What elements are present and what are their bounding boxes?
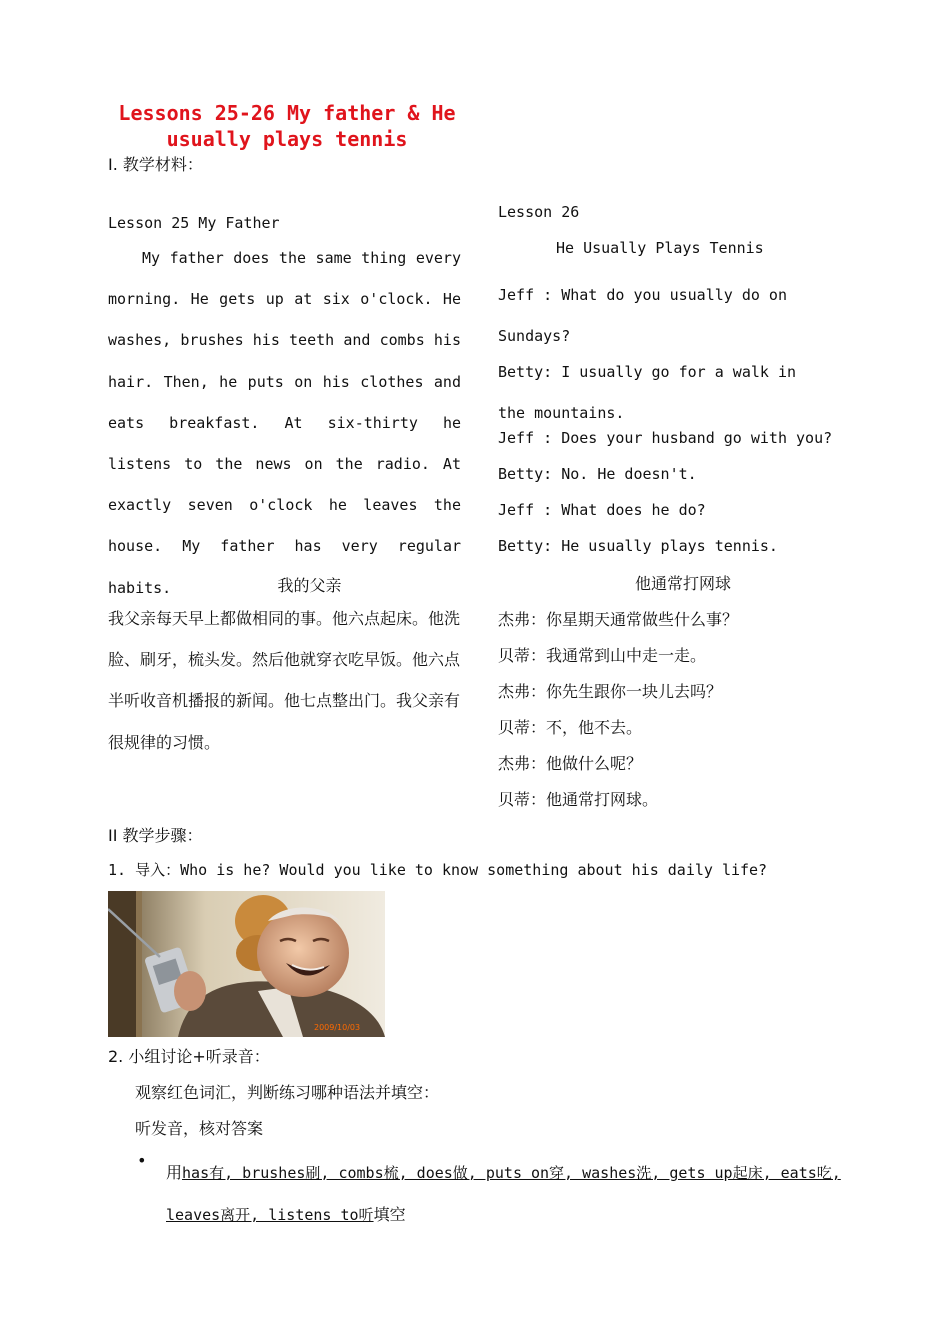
cn-dialog-line: 贝蒂：不，他不去。 — [498, 718, 643, 737]
vocab-list-2: leaves离开, listens to听 — [166, 1206, 374, 1224]
title-line-1: Lessons 25-26 My father & He — [118, 101, 456, 125]
lesson25-cn-title: 我的父亲 — [277, 576, 342, 595]
step-1-intro: 1. 导入：Who is he? Would you like to know something about his daily life? — [108, 861, 768, 879]
bullet-dot-icon: • — [137, 1151, 147, 1170]
cn-dialog-line: 杰弗：他做什么呢？ — [498, 754, 643, 773]
bullet-prefix: 用 — [166, 1163, 183, 1182]
dialog-line: Betty: He usually plays tennis. — [498, 537, 778, 555]
vocab-bullet — [166, 1152, 866, 1236]
step-2-instruction: 观察红色词汇，判断练习哪种语法并填空： — [135, 1083, 440, 1102]
cn-dialog-line: 贝蒂：我通常到山中走一走。 — [498, 646, 707, 665]
lesson26-subtitle: He Usually Plays Tennis — [556, 239, 764, 257]
dialog-line: Jeff : What do you usually do on Sundays? — [498, 286, 787, 345]
step-2-heading: 2. 小组讨论+听录音： — [108, 1047, 270, 1066]
elderly-man-photo — [108, 891, 385, 1037]
photo-illustration — [108, 891, 385, 1037]
section-1-heading: I. 教学材料： — [108, 155, 203, 174]
lesson26-cn-title: 他通常打网球 — [634, 574, 731, 593]
bullet-suffix: 填空 — [373, 1205, 406, 1224]
lesson26-heading: Lesson 26 — [498, 203, 580, 221]
dialog-line: Jeff : Does your husband go with you? — [498, 429, 833, 447]
section-2-heading: II 教学步骤： — [108, 826, 203, 845]
photo-date-stamp: 2009/10/03 — [314, 1023, 361, 1032]
vocab-list-1: has有, brushes刷, combs梳, does做, puts on穿, washes洗, gets up起床, eats吃, — [182, 1164, 841, 1182]
cn-dialog-line: 贝蒂：他通常打网球。 — [498, 790, 659, 809]
dialog-line: Betty: No. He doesn't. — [498, 465, 697, 483]
cn-dialog-line: 杰弗：你星期天通常做些什么事？ — [498, 610, 739, 629]
cn-dialog-line: 杰弗：你先生跟你一块儿去吗？ — [498, 682, 723, 701]
title-line-2: usually plays tennis — [166, 127, 408, 151]
lesson25-heading: Lesson 25 My Father — [108, 214, 280, 232]
page-title — [108, 100, 466, 152]
lesson25-cn-paragraph: 我父亲每天早上都做相同的事。他六点起床。他洗脸、刷牙，梳头发。然后他就穿衣吃早饭。他六点半听收音机播报的新闻。他七点整出门。我父亲有很规律的习惯。 — [108, 609, 461, 752]
lesson25-paragraph: My father does the same thing every morning. He gets up at six o'clock. He washes, brushes his teeth and combs his hair. Then, he puts on his clothes and eats breakfast. At six-thirty he listens to the news on the radio. At exactly seven o'clock he leaves the house. My father has very regular habits. — [108, 249, 461, 597]
dialog-line: Betty: I usually go for a walk in the mountains. — [498, 363, 797, 422]
step-2-listen: 听发音，核对答案 — [135, 1119, 264, 1138]
dialog-line: Jeff : What does he do? — [498, 501, 706, 519]
